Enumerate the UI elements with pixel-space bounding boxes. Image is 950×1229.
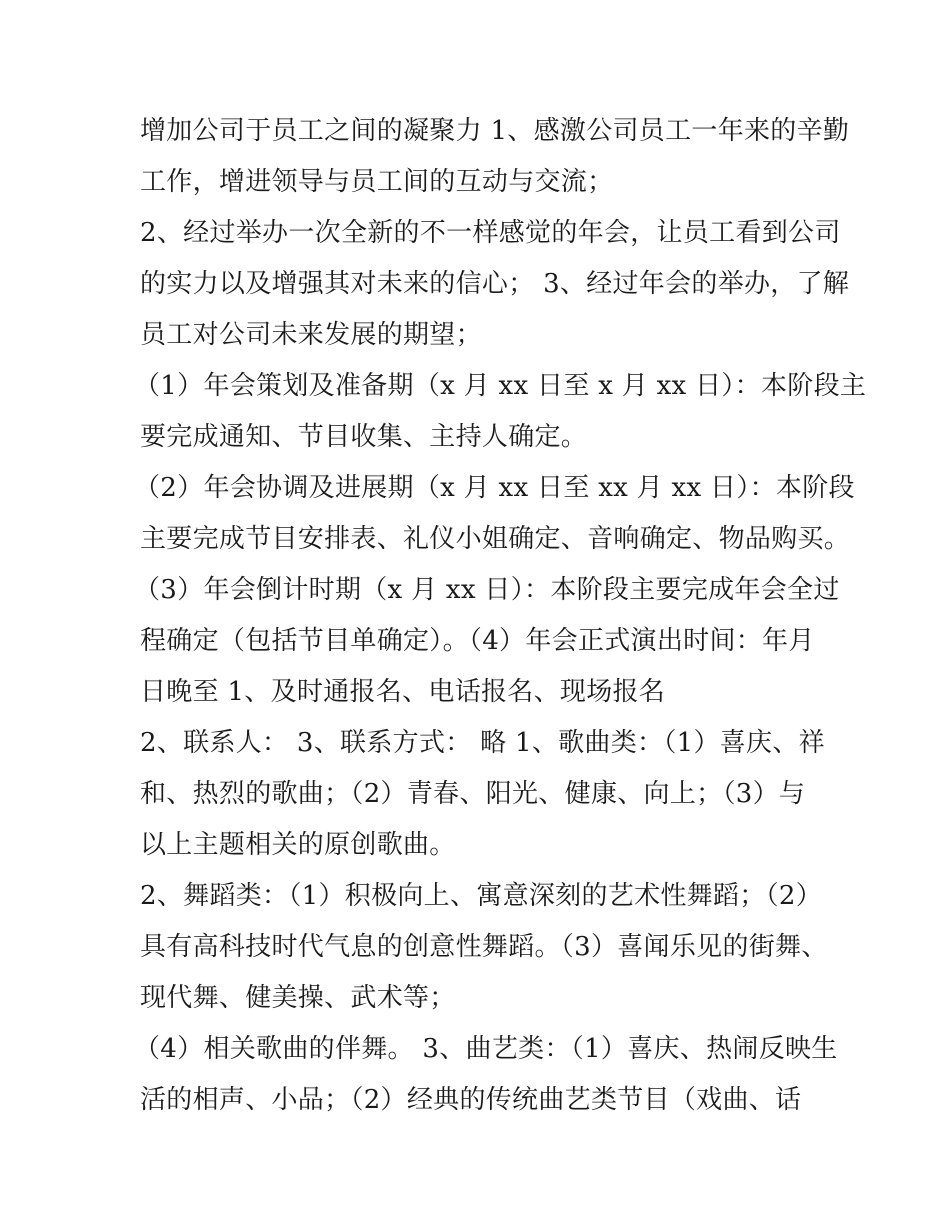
- text-line: 以上主题相关的原创歌曲。: [140, 830, 456, 860]
- text-line: 日晚至 1、及时通报名、电话报名、现场报名: [140, 677, 666, 707]
- text-line: 工作，增进领导与员工间的互动与交流；: [140, 167, 614, 197]
- text-line: 要完成通知、节目收集、主持人确定。: [140, 422, 588, 452]
- text-line: 和、热烈的歌曲；（2）青春、阳光、健康、向上；（3）与: [140, 779, 806, 809]
- text-line: 程确定（包括节目单确定）。（4）年会正式演出时间：年月: [140, 626, 815, 656]
- text-line: 活的相声、小品；（2）经典的传统曲艺类节目（戏曲、话: [140, 1085, 802, 1115]
- text-line: 员工对公司未来发展的期望；: [140, 320, 482, 350]
- text-line: 增加公司于员工之间的凝聚力 1、感激公司员工一年来的辛勤: [140, 116, 850, 146]
- text-line: 现代舞、健美操、武术等；: [140, 983, 456, 1013]
- text-line: （2）年会协调及进展期（x 月 xx 日至 xx 月 xx 日）：本阶段: [134, 473, 855, 503]
- document-body: [134, 106, 867, 1126]
- text-line: 2、舞蹈类：（1）积极向上、寓意深刻的艺术性舞蹈；（2）: [140, 881, 823, 911]
- text-line: （3）年会倒计时期（x 月 xx 日）：本阶段主要完成年会全过: [134, 575, 840, 605]
- text-line: 2、经过举办一次全新的不一样感觉的年会，让员工看到公司: [140, 218, 841, 248]
- text-line: （4）相关歌曲的伴舞。 3、曲艺类：（1）喜庆、热闹反映生: [134, 1034, 838, 1064]
- text-line: 具有高科技时代气息的创意性舞蹈。（3）喜闻乐见的街舞、: [140, 932, 828, 962]
- text-line: 主要完成节目安排表、礼仪小姐确定、音响确定、物品购买。: [140, 524, 851, 554]
- text-line: 的实力以及增强其对未来的信心； 3、经过年会的举办，了解: [140, 269, 850, 299]
- text-line: 2、联系人： 3、联系方式： 略 1、歌曲类：（1）喜庆、祥: [140, 728, 825, 758]
- text-line: （1）年会策划及准备期（x 月 xx 日至 x 月 xx 日）：本阶段主: [134, 371, 867, 401]
